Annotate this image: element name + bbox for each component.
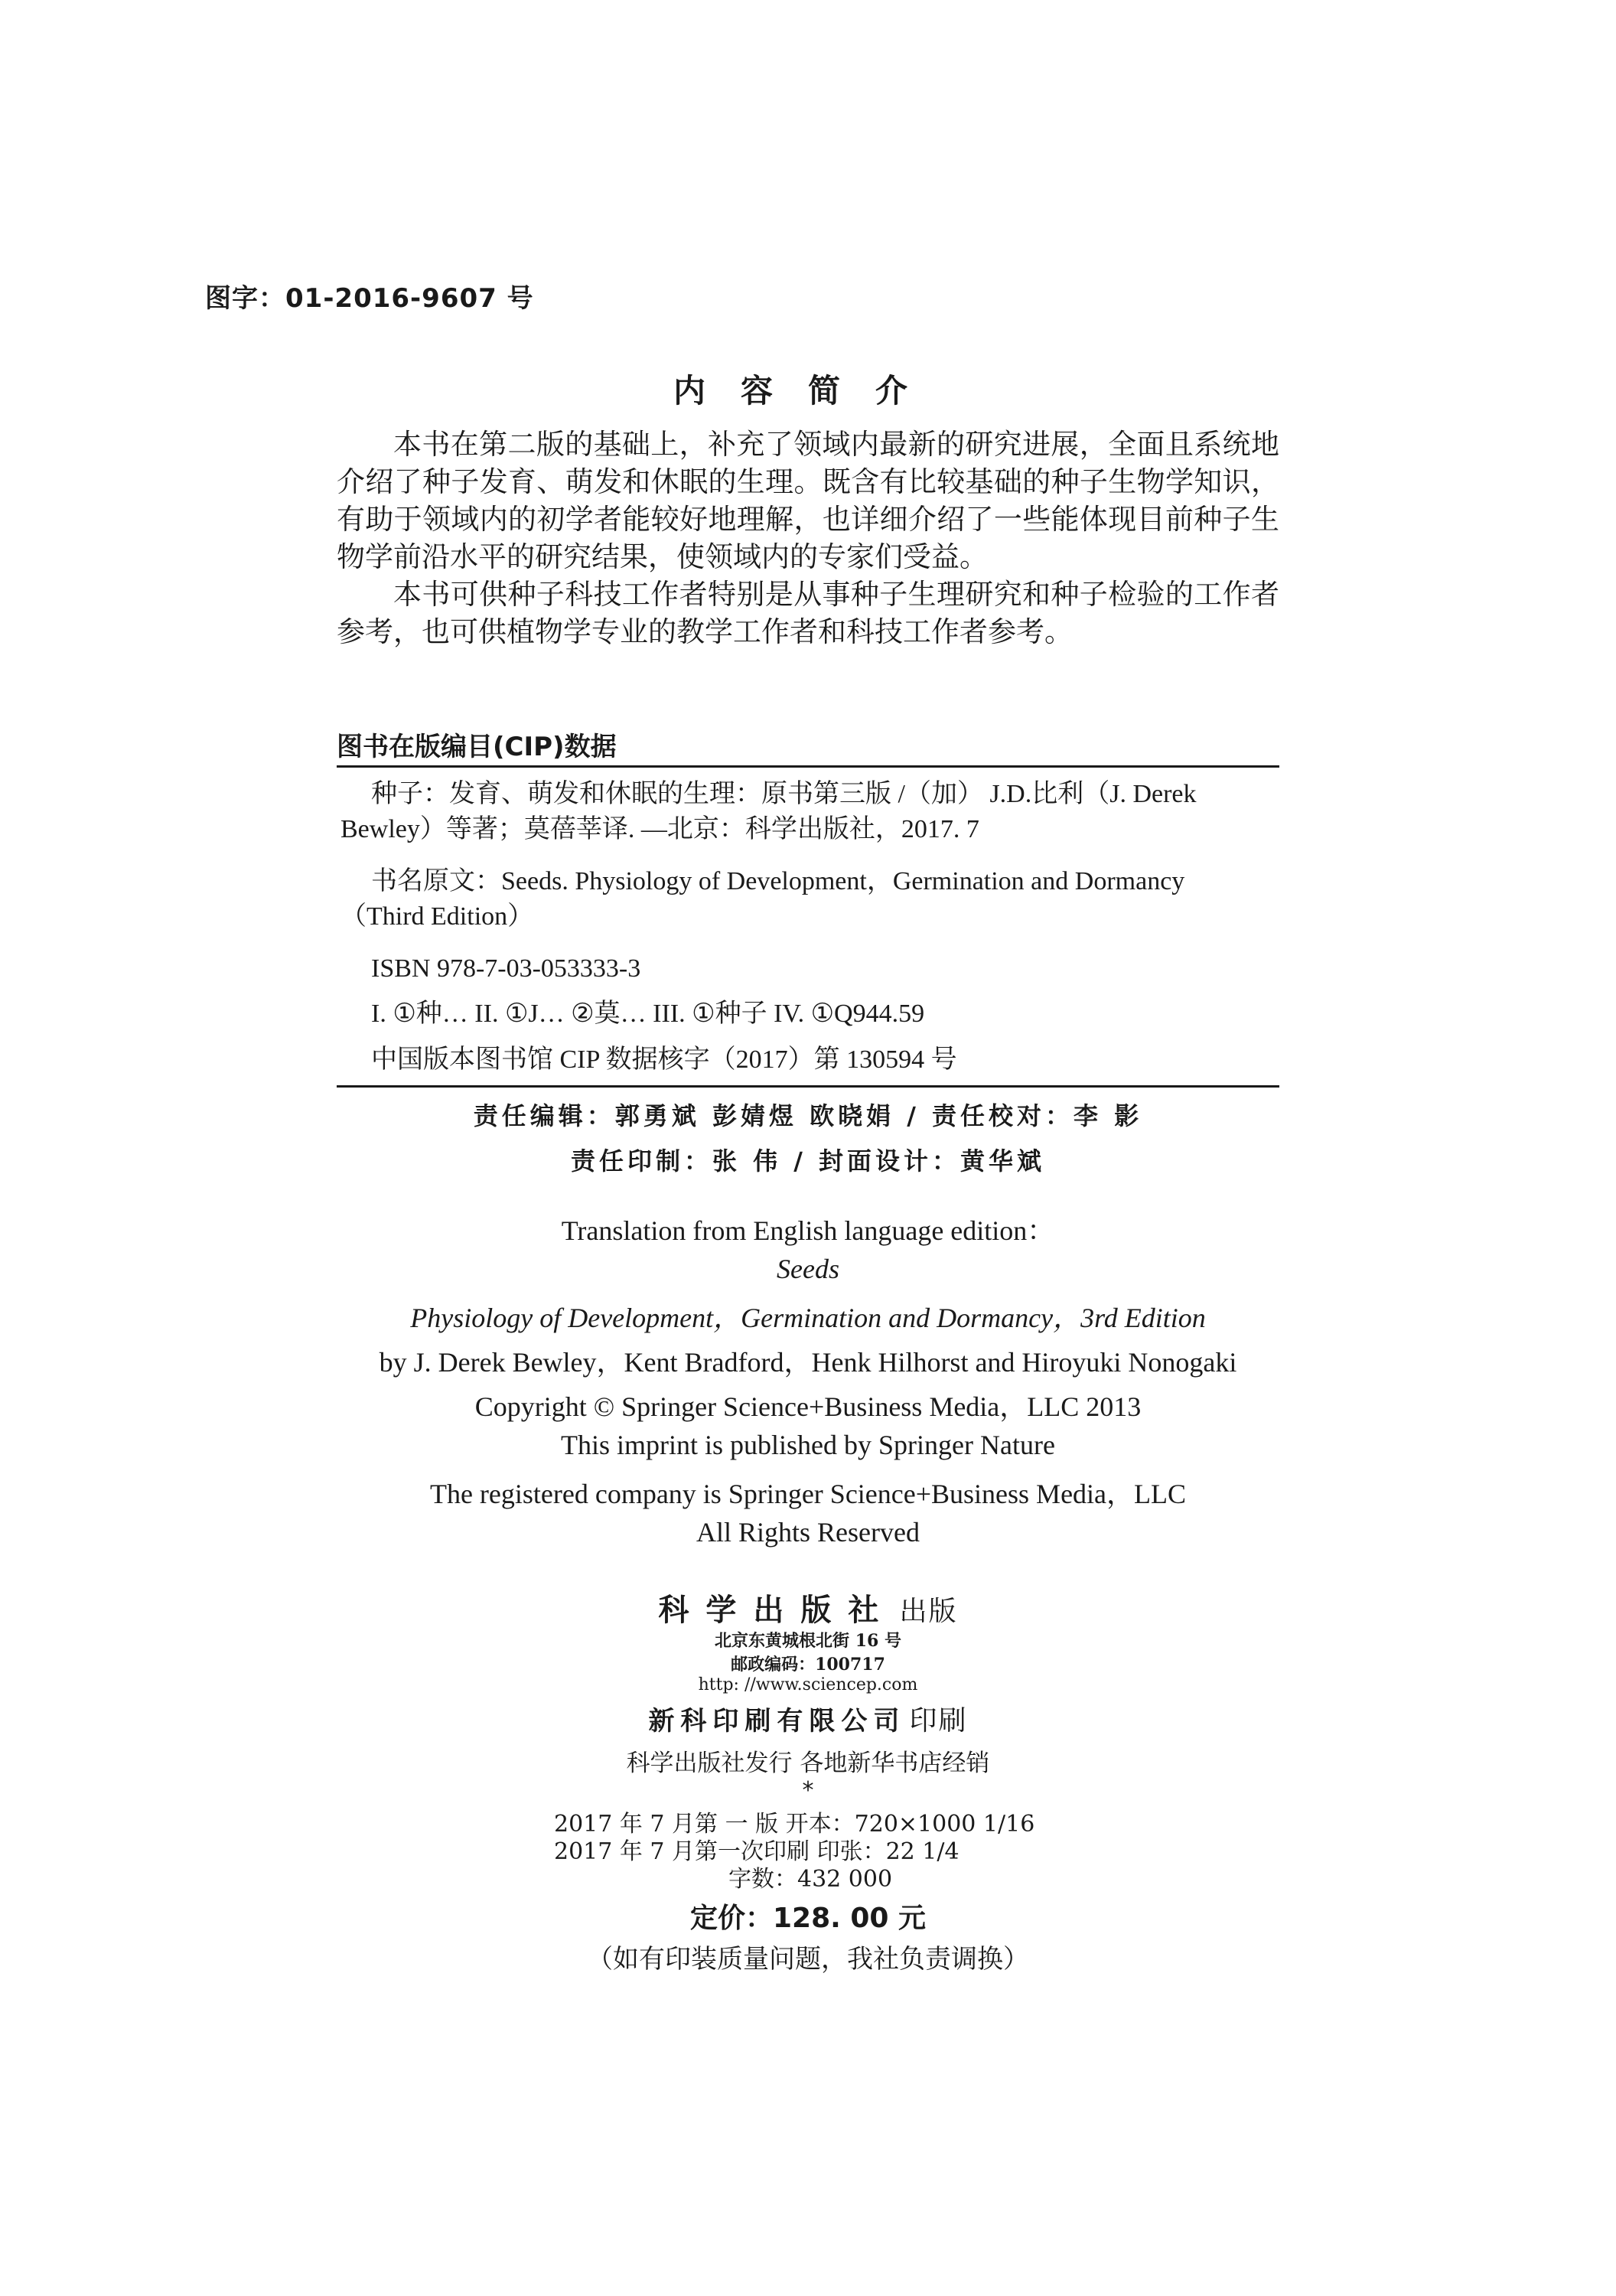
imprint-line: This imprint is published by Springer Nature [561, 1430, 1055, 1460]
cip-number: 中国版本图书馆 CIP 数据核字（2017）第 130594 号 [371, 1045, 957, 1074]
quality-note: （如有印装质量问题，我社负责调换） [587, 1944, 1029, 1975]
separator-star: * [802, 1777, 814, 1804]
original-title-text: Seeds [777, 1254, 839, 1284]
cip-entry-line: Bewley）等著；莫蓓莘译. —北京：科学出版社，2017. 7 [340, 815, 979, 843]
publisher-postcode: 邮政编码：100717 [731, 1655, 885, 1675]
publisher-logo-text: 科学出版社 [658, 1592, 896, 1628]
cip-original-title-line: （Third Edition） [340, 902, 534, 931]
editors-line: 责任编辑：郭勇斌 彭婧煜 欧晓娟 / 责任校对：李 影 [473, 1101, 1143, 1130]
cip-original-title [340, 864, 1279, 934]
cip-top-rule [337, 765, 1279, 768]
cip-heading: 图书在版编目(CIP)数据 [337, 732, 617, 762]
cip-original-title-line: 书名原文：Seeds. Physiology of Development，Germination and Dormancy [371, 867, 1185, 895]
price: 定价：128. 00 元 [690, 1903, 926, 1934]
registration-number: 图字：01-2016-9607 号 [205, 283, 534, 314]
printer-suffix: 印刷 [909, 1705, 968, 1737]
edition-spec: 2017 年 7 月第 一 版 开本：720×1000 1/16 [554, 1811, 1035, 1838]
publisher-url: http: //www.sciencep.com [698, 1675, 918, 1694]
publisher-line [0, 1586, 1616, 1629]
original-title [0, 1253, 1616, 1285]
summary-paragraph: 本书可供种子科技工作者特别是从事种子生理研究和种子检验的工作者参考，也可供植物学专业的教学工作者和科技工作者参考。 [337, 578, 1279, 648]
word-count: 字数：432 000 [728, 1866, 893, 1893]
original-subtitle-text: Physiology of Development，Germination and Dormancy，3rd Edition [410, 1303, 1206, 1333]
publisher-suffix: 出版 [899, 1596, 958, 1627]
printer-logo-text: 新科印刷有限公司 [648, 1706, 906, 1737]
rights-line: All Rights Reserved [696, 1517, 920, 1548]
original-subtitle [0, 1296, 1616, 1336]
original-authors: by J. Derek Bewley，Kent Bradford，Henk Hilhorst and Hiroyuki Nonogaki [379, 1347, 1237, 1378]
cip-entry-line: 种子：发育、萌发和休眠的生理：原书第三版 /（加） J.D.比利（J. Derek [371, 780, 1197, 808]
distribution-line: 科学出版社发行 各地新华书店经销 [626, 1750, 990, 1777]
cip-isbn: ISBN 978-7-03-053333-3 [371, 954, 641, 983]
summary-body [337, 426, 1279, 651]
production-line: 责任印制：张 伟 / 封面设计：黄华斌 [570, 1146, 1046, 1176]
printing-spec: 2017 年 7 月第一次印刷 印张：22 1/4 [554, 1838, 960, 1865]
publisher-address: 北京东黄城根北街 16 号 [715, 1631, 901, 1651]
printer-line [0, 1699, 1616, 1738]
summary-title: 内容简介 [673, 372, 943, 409]
cip-bottom-rule [337, 1085, 1279, 1088]
translation-notice: Translation from English language edition： [561, 1215, 1055, 1246]
cip-entry [340, 777, 1279, 847]
copyright-line: Copyright © Springer Science+Business Media，LLC 2013 [474, 1391, 1142, 1422]
cip-classification: I. ①种… II. ①J… ②莫… III. ①种子 IV. ①Q944.59 [371, 1000, 925, 1028]
summary-paragraph: 本书在第二版的基础上，补充了领域内最新的研究进展，全面且系统地介绍了种子发育、萌发和休眠的生理。既含有比较基础的种子生物学知识，有助于领域内的初学者能较好地理解，也详细介绍了一些能体现目前种子生物学前沿水平的研究结果，使领域内的专家们受益。 [337, 428, 1279, 573]
registered-company-line: The registered company is Springer Science+Business Media，LLC [429, 1479, 1187, 1509]
